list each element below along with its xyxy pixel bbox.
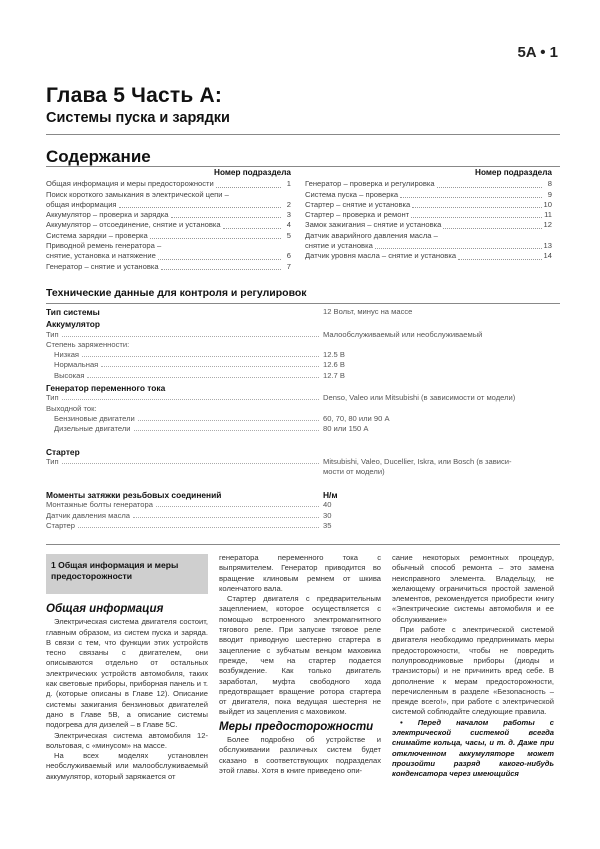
toc-entry-title: Аккумулятор – отсоединение, снятие и установка <box>46 220 221 230</box>
contents-title: Содержание <box>46 147 151 166</box>
spec-label: Тип <box>46 329 59 339</box>
toc-entry-title: Генератор – снятие и установка <box>46 261 159 271</box>
spec-label: Низкая <box>54 350 80 360</box>
spec-row <box>46 350 560 360</box>
chapter-subtitle: Системы пуска и зарядки <box>46 110 230 126</box>
spec-row <box>46 383 560 393</box>
toc-leader <box>119 207 281 208</box>
spec-value: мости от модели) <box>323 467 385 477</box>
spec-value: 12.6 В <box>323 360 345 370</box>
spec-row <box>46 414 560 424</box>
spec-leader <box>82 356 319 357</box>
spec-value: 12.5 В <box>323 350 345 360</box>
spec-row <box>46 319 560 329</box>
toc-entry <box>46 210 291 220</box>
toc-entry <box>46 241 291 251</box>
text-column-3 <box>392 553 554 780</box>
spec-value: 30 <box>323 510 332 520</box>
spec-value: Denso, Valeo или Mitsubishi (в зависимости от модели) <box>323 393 516 403</box>
toc-entry <box>305 190 552 200</box>
toc-entry-number: 7 <box>286 261 291 271</box>
spec-label: Аккумулятор <box>46 319 101 330</box>
toc-entry-number: 3 <box>286 210 291 220</box>
spec-label: Тип <box>46 393 59 403</box>
toc-entry <box>46 179 291 189</box>
spec-label: Выходной ток: <box>46 403 97 413</box>
paragraph: Электрическая система двигателя состоит, главным образом, из систем пуска и заряда. В связи с тем, что функции этих устройств тесно связаны с двигателем, они описываются отдельно от остальных электрических устройств автомобиля, таких как световые приборы, приборная панель и т. д. (которые описаны в Главе 12). Описание системы зажигания бензиновых двигателей дано в Главе 5В, а описание системы подогрева для дизелей – в Главе 5С. <box>46 617 208 730</box>
spec-row <box>46 457 560 467</box>
toc-leader <box>411 217 542 218</box>
toc-leader <box>158 259 281 260</box>
toc-header: Номер подраздела <box>475 168 552 177</box>
specs-divider <box>46 303 560 304</box>
toc-leader <box>171 217 282 218</box>
spec-row <box>46 467 560 477</box>
toc-entry-number: 6 <box>286 251 291 261</box>
spec-label: Нормальная <box>54 360 99 370</box>
spec-row <box>46 393 560 403</box>
spec-leader <box>62 463 319 464</box>
toc-entry <box>305 231 552 241</box>
spec-row <box>46 521 560 531</box>
spec-row <box>46 404 560 414</box>
spec-row <box>46 424 560 434</box>
heading-general: Общая информация <box>46 603 164 615</box>
spec-leader <box>134 430 319 431</box>
toc-entry <box>46 190 291 200</box>
spec-value: 40 <box>323 500 332 510</box>
paragraph: На всех моделях установлен необслуживаемый или малообслуживаемый аккумулятор, который заряжается от <box>46 751 208 781</box>
spec-value: Малообслуживаемый или необслуживаемый <box>323 329 483 339</box>
spec-label: Тип <box>46 457 59 467</box>
page-number: 5A • 1 <box>517 44 558 61</box>
paragraph: генератора переменного тока с выпрямителем. Генератор приводится во вращение клиновым ремнем от шкива коленчатого вала. <box>219 553 381 593</box>
spec-leader <box>62 336 319 337</box>
spec-row <box>46 360 560 370</box>
spec-leader <box>87 377 319 378</box>
toc-entry-title: общая информация <box>46 199 117 209</box>
spec-value: Н/м <box>323 490 338 501</box>
section-heading: 1 Общая информация и меры предосторожности <box>51 560 179 581</box>
toc-entry <box>46 200 291 210</box>
spec-row <box>46 307 560 317</box>
toc-entry-title: Стартер – проверка и ремонт <box>305 210 410 220</box>
toc-entry-title: Аккумулятор – проверка и зарядка <box>46 210 169 220</box>
spec-value: 60, 70, 80 или 90 А <box>323 413 390 423</box>
toc-leader <box>400 197 542 198</box>
toc-entry <box>46 220 291 230</box>
spec-label: Моменты затяжки резьбовых соединений <box>46 490 222 501</box>
toc-entry <box>305 251 552 261</box>
spec-value: 12 Вольт, минус на массе <box>323 307 413 316</box>
toc-header: Номер подраздела <box>214 168 291 177</box>
toc-leader <box>443 228 541 229</box>
toc-entry-title: снятие, установка и натяжение <box>46 251 156 261</box>
title-divider <box>46 134 560 135</box>
toc-entry-number: 8 <box>547 179 552 189</box>
toc-entry <box>305 220 552 230</box>
spec-row <box>46 330 560 340</box>
spec-leader <box>138 420 319 421</box>
spec-leader <box>133 517 319 518</box>
spec-label: Стартер <box>46 446 80 457</box>
spec-row <box>46 500 560 510</box>
toc-entry-title: Замок зажигания – снятие и установка <box>305 220 442 230</box>
spec-row <box>46 435 560 445</box>
toc-entry-number: 2 <box>286 199 291 209</box>
toc-leader <box>412 207 541 208</box>
chapter-title: Глава 5 Часть А: <box>46 84 223 107</box>
paragraph: Более подробно об устройстве и обслуживании различных систем будет сказано в соответствующих подразделах этой главы. Хотя в книге приведено опи- <box>219 735 381 775</box>
toc-leader <box>161 269 281 270</box>
spec-label: Степень заряженности: <box>46 339 130 349</box>
text-column-1 <box>46 600 208 782</box>
toc-leader <box>216 187 281 188</box>
specs-title: Технические данные для контроля и регулировок <box>46 287 307 299</box>
spec-row <box>46 478 560 488</box>
spec-row <box>46 511 560 521</box>
toc-entry-number: 13 <box>543 241 552 251</box>
toc-entry-title: Поиск короткого замыкания в электрической цепи – <box>46 189 229 199</box>
spec-label: Генератор переменного тока <box>46 383 166 394</box>
spec-value: 35 <box>323 520 332 530</box>
toc-leader <box>458 259 541 260</box>
toc-entry-title: Генератор – проверка и регулировка <box>305 179 435 189</box>
spec-label: Высокая <box>54 370 85 380</box>
warning-bullet: • Перед началом работы с электрической системой всегда снимайте кольца, часы, и т. д. Даже при отключенном аккумуляторе может произойти разряд какого-нибудь конденсатора через имеющийся <box>392 717 554 779</box>
toc-entry-number: 5 <box>286 230 291 240</box>
toc-entry-title: Общая информация и меры предосторожности <box>46 179 214 189</box>
toc-entry-title: Приводной ремень генератора – <box>46 241 162 251</box>
spec-leader <box>101 366 319 367</box>
specs-bottom-rule <box>46 544 560 545</box>
spec-label: Стартер <box>46 520 75 530</box>
spec-value: Mitsubishi, Valeo, Ducellier, Iskra, или Bosch (в зависи- <box>323 457 512 467</box>
toc-entry-title: Стартер – снятие и установка <box>305 199 411 209</box>
toc-entry <box>46 231 291 241</box>
toc-leader <box>223 228 281 229</box>
toc-entry-number: 4 <box>286 220 291 230</box>
paragraph: Электрическая система автомобиля 12-вольтовая, с «минусом» на массе. <box>46 730 208 750</box>
spec-row <box>46 371 560 381</box>
toc-entry-number: 11 <box>544 210 552 220</box>
heading-precautions: Меры предосторожности <box>219 720 374 733</box>
paragraph: Стартер двигателя с предварительным зацеплением, которое осуществляется с помощью встроенного электромагнитного тягового реле. При запуске тяговое реле вводит приводную шестерню стартера в зацепление с зубчатым венцом маховика прежде, чем на стартер подается возбуждение. Как только двигатель заработал, муфта свободного хода предотвращает вращение ротора стартера от двигателя, пока ведущая шестерня не выйдет из зацепления с маховиком. <box>219 594 381 717</box>
text-column-2 <box>219 553 381 776</box>
toc-leader <box>150 238 281 239</box>
toc-entry-number: 14 <box>543 251 552 261</box>
spec-label: Монтажные болты генератора <box>46 500 153 510</box>
toc-entry <box>305 200 552 210</box>
spec-label: Дизельные двигатели <box>54 424 131 434</box>
toc-entry-title: Система пуска – проверка <box>305 189 399 199</box>
spec-row <box>46 447 560 457</box>
toc-leader <box>437 187 542 188</box>
toc-entry-title: Система зарядки – проверка <box>46 230 148 240</box>
paragraph: При работе с электрической системой двигателя необходимо предпринимать меры предосторожности, чтобы не повредить полупроводниковые приборы (диоды и транзисторы) и не причинить вред себе. В дополнение к мерам предосторожности, перечисленным в разделе «Безопасность – прежде всего!», при работе с электрической системой соблюдайте следующие правила. <box>392 625 554 717</box>
toc-entry-number: 12 <box>543 220 552 230</box>
toc-entry <box>46 262 291 272</box>
contents-divider <box>46 166 560 167</box>
spec-row <box>46 490 560 500</box>
specs-table <box>46 307 560 531</box>
paragraph: сание некоторых ремонтных процедур, обычный способ ремонта – это замена неисправного элемента. Владельцу, не желающему ограничиться простой заменой элементов, рекомендуется приобрести книгу «Электрические системы автомобиля и ее обслуживание» <box>392 553 554 624</box>
spec-label: Датчик давления масла <box>46 510 131 520</box>
toc-entry <box>305 179 552 189</box>
spec-leader <box>156 506 319 507</box>
contents-right-column <box>305 168 552 262</box>
toc-entry-number: 1 <box>286 179 291 189</box>
spec-value: 12.7 В <box>323 370 345 380</box>
spec-leader <box>62 399 319 400</box>
toc-entry <box>305 241 552 251</box>
toc-entry-title: снятие и установка <box>305 241 373 251</box>
toc-entry <box>46 251 291 261</box>
spec-label: Тип системы <box>46 307 100 317</box>
contents-left-column <box>46 168 291 272</box>
spec-value: 80 или 150 А <box>323 424 369 434</box>
toc-leader <box>375 248 542 249</box>
toc-entry <box>305 210 552 220</box>
spec-row <box>46 340 560 350</box>
spec-label: Бензиновые двигатели <box>54 413 135 423</box>
toc-entry-title: Датчик уровня масла – снятие и установка <box>305 251 457 261</box>
toc-entry-number: 9 <box>547 189 552 199</box>
toc-entry-number: 10 <box>543 199 552 209</box>
toc-entry-title: Датчик аварийного давления масла – <box>305 230 438 240</box>
spec-leader <box>78 527 319 528</box>
